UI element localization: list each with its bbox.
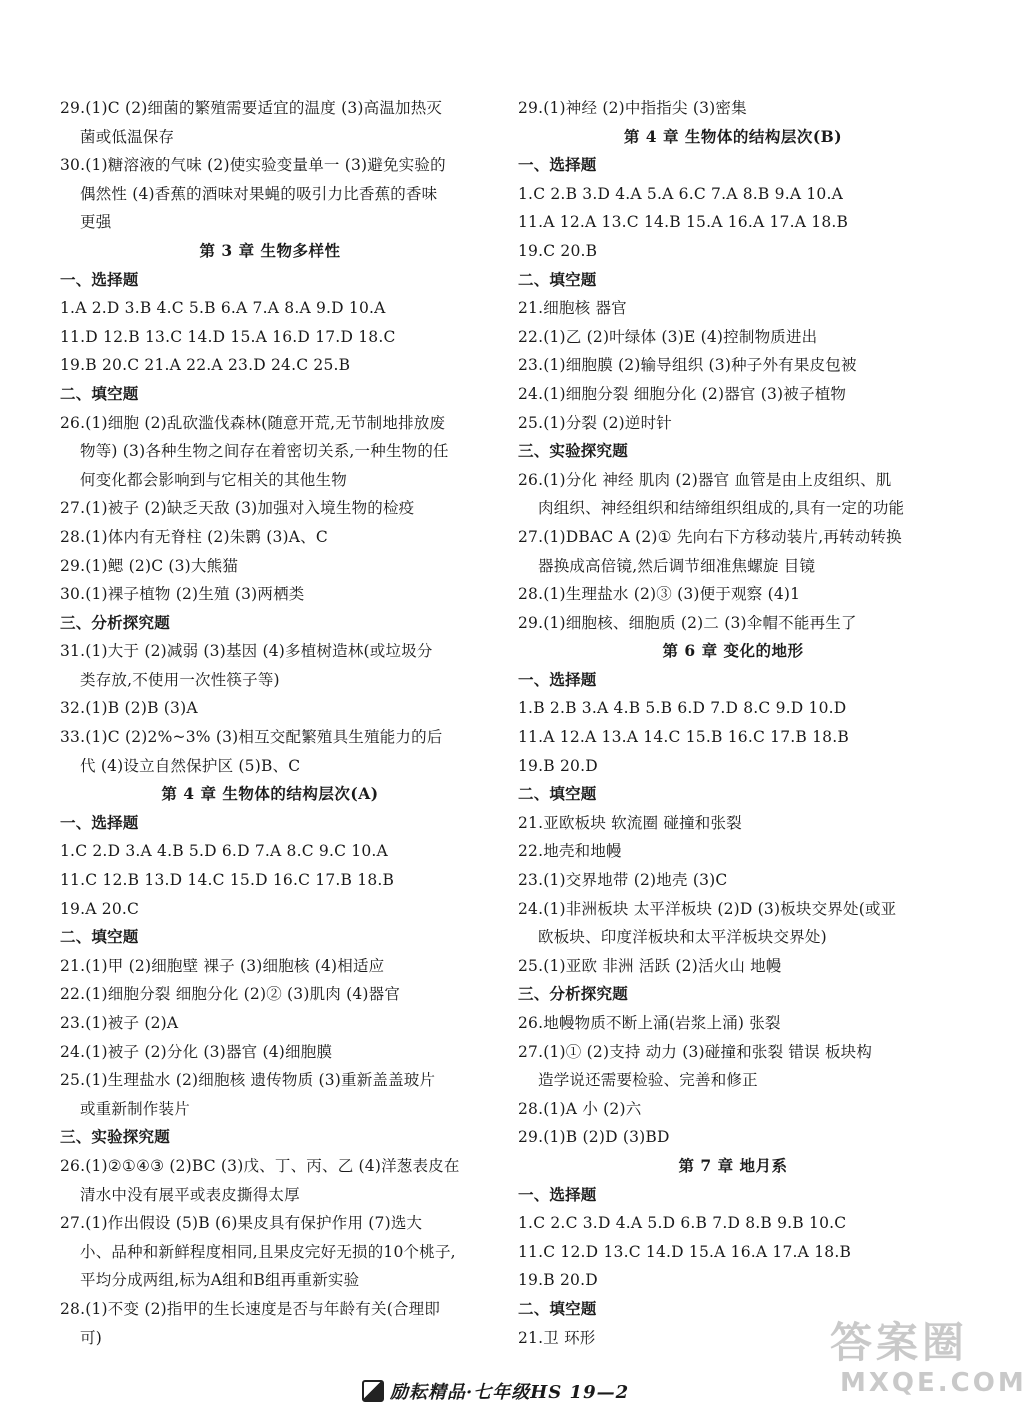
answer-line: 31.(1)大于 (2)减弱 (3)基因 (4)多植树造林(或垃圾分: [60, 642, 433, 661]
section-heading: 一、选择题: [60, 812, 139, 832]
answer-line: 29.(1)鳃 (2)C (3)大熊猫: [60, 556, 239, 575]
answer-line: 11.D 12.B 13.C 14.D 15.A 16.D 17.D 18.C: [60, 327, 396, 346]
chapter-title: 第 4 章 生物体的结构层次(A): [161, 784, 379, 804]
answer-line: 28.(1)体内有无脊柱 (2)朱鹮 (3)A、C: [60, 527, 328, 546]
publisher-logo-icon: [362, 1380, 384, 1402]
answer-line: 25.(1)生理盐水 (2)细胞核 遗传物质 (3)重新盖盖玻片: [60, 1071, 436, 1090]
answer-continuation: 欧板块、印度洋板块和太平洋板块交界处): [538, 928, 827, 947]
watermark-title: 答案圈: [830, 1318, 969, 1367]
section-heading: 一、选择题: [518, 1184, 597, 1204]
footer-text: 励耘精品·七年级HS 19—2: [390, 1382, 630, 1403]
answer-line: 26.地幔物质不断上涌(岩浆上涌) 张裂: [518, 1014, 781, 1032]
answer-continuation: 偶然性 (4)香蕉的酒味对果蝇的吸引力比香蕉的香味: [80, 184, 438, 203]
left-column: [60, 94, 480, 1352]
answer-line: 11.C 12.D 13.C 14.D 15.A 16.A 17.A 18.B: [518, 1242, 852, 1261]
answer-line: 24.(1)非洲板块 太平洋板块 (2)D (3)板块交界处(或亚: [518, 899, 897, 918]
answer-line: 19.B 20.D: [518, 1271, 598, 1290]
answer-line: 27.(1)DBAC A (2)① 先向右下方移动装片,再转动转换: [518, 527, 902, 546]
section-heading: 二、填空题: [60, 927, 139, 947]
answer-line: 21.细胞核 器官: [518, 299, 627, 318]
answer-line: 33.(1)C (2)2%~3% (3)相互交配繁殖具生殖能力的后: [60, 728, 443, 747]
answer-continuation: 菌或低温保存: [80, 127, 175, 146]
answer-line: 30.(1)糖溶液的气味 (2)使实验变量单一 (3)避免实验的: [60, 156, 446, 175]
answer-line: 21.卫 环形: [518, 1328, 596, 1347]
section-heading: 三、实验探究题: [518, 441, 628, 461]
watermark: [830, 1310, 1027, 1410]
answer-line: 27.(1)被子 (2)缺乏天敌 (3)加强对入境生物的检疫: [60, 499, 415, 518]
answer-line: 29.(1)细胞核、细胞质 (2)二 (3)伞帽不能再生了: [518, 613, 857, 632]
answer-line: 1.C 2.D 3.A 4.B 5.D 6.D 7.A 8.C 9.C 10.A: [60, 842, 388, 861]
answer-line: 25.(1)亚欧 非洲 活跃 (2)活火山 地幔: [518, 956, 782, 975]
answer-line: 21.(1)甲 (2)细胞壁 裸子 (3)细胞核 (4)相适应: [60, 956, 385, 975]
answer-continuation: 小、品种和新鲜程度相同,且果皮完好无损的10个桃子,: [80, 1242, 456, 1261]
section-heading: 二、填空题: [60, 383, 139, 403]
section-heading: 一、选择题: [518, 155, 597, 175]
chapter-title: 第 3 章 生物多样性: [199, 240, 341, 260]
answer-line: 21.亚欧板块 软流圈 碰撞和张裂: [518, 813, 742, 832]
section-heading: 三、分析探究题: [518, 984, 628, 1004]
answer-line: 19.C 20.B: [518, 241, 598, 260]
answer-line: 28.(1)不变 (2)指甲的生长速度是否与年龄有关(合理即: [60, 1299, 441, 1318]
answer-line: 1.A 2.D 3.B 4.C 5.B 6.A 7.A 8.A 9.D 10.A: [60, 299, 386, 318]
answer-continuation: 肉组织、神经组织和结缔组织组成的,具有一定的功能: [538, 499, 905, 518]
answer-line: 1.B 2.B 3.A 4.B 5.B 6.D 7.D 8.C 9.D 10.D: [518, 699, 847, 718]
answer-continuation: 平均分成两组,标为A组和B组再重新实验: [80, 1271, 360, 1290]
answer-continuation: 清水中没有展平或表皮撕得太厚: [80, 1185, 300, 1204]
answer-continuation: 代 (4)设立自然保护区 (5)B、C: [80, 756, 301, 775]
answer-line: 26.(1)②①④③ (2)BC (3)戊、丁、丙、乙 (4)洋葱表皮在: [60, 1156, 460, 1175]
section-heading: 二、填空题: [518, 1298, 597, 1318]
answer-line: 1.C 2.B 3.D 4.A 5.A 6.C 7.A 8.B 9.A 10.A: [518, 184, 843, 203]
answer-line: 23.(1)交界地带 (2)地壳 (3)C: [518, 871, 728, 890]
answer-continuation: 更强: [80, 213, 112, 232]
answer-line: 19.B 20.C 21.A 22.A 23.D 24.C 25.B: [60, 356, 351, 375]
watermark-url: MXQE.COM: [840, 1368, 1027, 1398]
answer-line: 11.A 12.A 13.A 14.C 15.B 16.C 17.B 18.B: [518, 728, 849, 747]
chapter-title: 第 7 章 地月系: [678, 1155, 788, 1175]
answer-continuation: 器换成高倍镜,然后调节细准焦螺旋 目镜: [538, 556, 816, 575]
answer-line: 29.(1)神经 (2)中指指尖 (3)密集: [518, 99, 747, 117]
answer-line: 29.(1)B (2)D (3)BD: [518, 1128, 670, 1147]
chapter-title: 第 4 章 生物体的结构层次(B): [623, 126, 843, 146]
answer-line: 27.(1)作出假设 (5)B (6)果皮具有保护作用 (7)选大: [60, 1214, 423, 1233]
answer-line: 11.C 12.B 13.D 14.C 15.D 16.C 17.B 18.B: [60, 871, 395, 890]
section-heading: 三、实验探究题: [60, 1127, 170, 1147]
section-heading: 一、选择题: [60, 269, 139, 289]
answer-line: 1.C 2.C 3.D 4.A 5.D 6.B 7.D 8.B 9.B 10.C: [518, 1214, 847, 1233]
answer-line: 11.A 12.A 13.C 14.B 15.A 16.A 17.A 18.B: [518, 213, 849, 232]
answer-line: 30.(1)裸子植物 (2)生殖 (3)两栖类: [60, 585, 305, 604]
answer-line: 27.(1)① (2)支持 动力 (3)碰撞和张裂 错误 板块构: [518, 1042, 873, 1061]
answer-line: 22.(1)乙 (2)叶绿体 (3)E (4)控制物质进出: [518, 327, 818, 346]
answer-line: 23.(1)细胞膜 (2)输导组织 (3)种子外有果皮包被: [518, 356, 857, 375]
answer-line: 26.(1)细胞 (2)乱砍滥伐森林(随意开荒,无节制地排放废: [60, 413, 446, 432]
answer-continuation: 可): [80, 1328, 102, 1347]
answer-line: 22.地壳和地幔: [518, 842, 622, 861]
answer-line: 28.(1)A 小 (2)六: [518, 1099, 642, 1118]
right-column: [518, 94, 948, 1352]
answer-continuation: 或重新制作装片: [80, 1099, 190, 1118]
answer-line: 25.(1)分裂 (2)逆时针: [518, 413, 672, 432]
answer-line: 29.(1)C (2)细菌的繁殖需要适宜的温度 (3)高温加热灭: [60, 99, 443, 117]
answer-line: 24.(1)被子 (2)分化 (3)器官 (4)细胞膜: [60, 1042, 333, 1061]
answer-line: 28.(1)生理盐水 (2)③ (3)便于观察 (4)1: [518, 585, 801, 604]
answer-continuation: 何变化都会影响到与它相关的其他生物: [80, 470, 347, 489]
answer-line: 19.B 20.D: [518, 756, 598, 775]
answer-line: 19.A 20.C: [60, 899, 140, 918]
section-heading: 一、选择题: [518, 669, 597, 689]
answer-line: 24.(1)细胞分裂 细胞分化 (2)器官 (3)被子植物: [518, 384, 847, 403]
answer-line: 26.(1)分化 神经 肌肉 (2)器官 血管是由上皮组织、肌: [518, 470, 892, 489]
answer-line: 32.(1)B (2)B (3)A: [60, 699, 198, 718]
answer-line: 23.(1)被子 (2)A: [60, 1014, 179, 1032]
answer-continuation: 类存放,不使用一次性筷子等): [80, 670, 280, 689]
section-heading: 二、填空题: [518, 784, 597, 804]
section-heading: 二、填空题: [518, 269, 597, 289]
answer-continuation: 造学说还需要检验、完善和修正: [538, 1071, 758, 1090]
answer-line: 22.(1)细胞分裂 细胞分化 (2)② (3)肌肉 (4)器官: [60, 985, 401, 1004]
chapter-title: 第 6 章 变化的地形: [662, 641, 804, 661]
answer-continuation: 物等) (3)各种生物之间存在着密切关系,一种生物的任: [80, 442, 449, 461]
section-heading: 三、分析探究题: [60, 612, 170, 632]
